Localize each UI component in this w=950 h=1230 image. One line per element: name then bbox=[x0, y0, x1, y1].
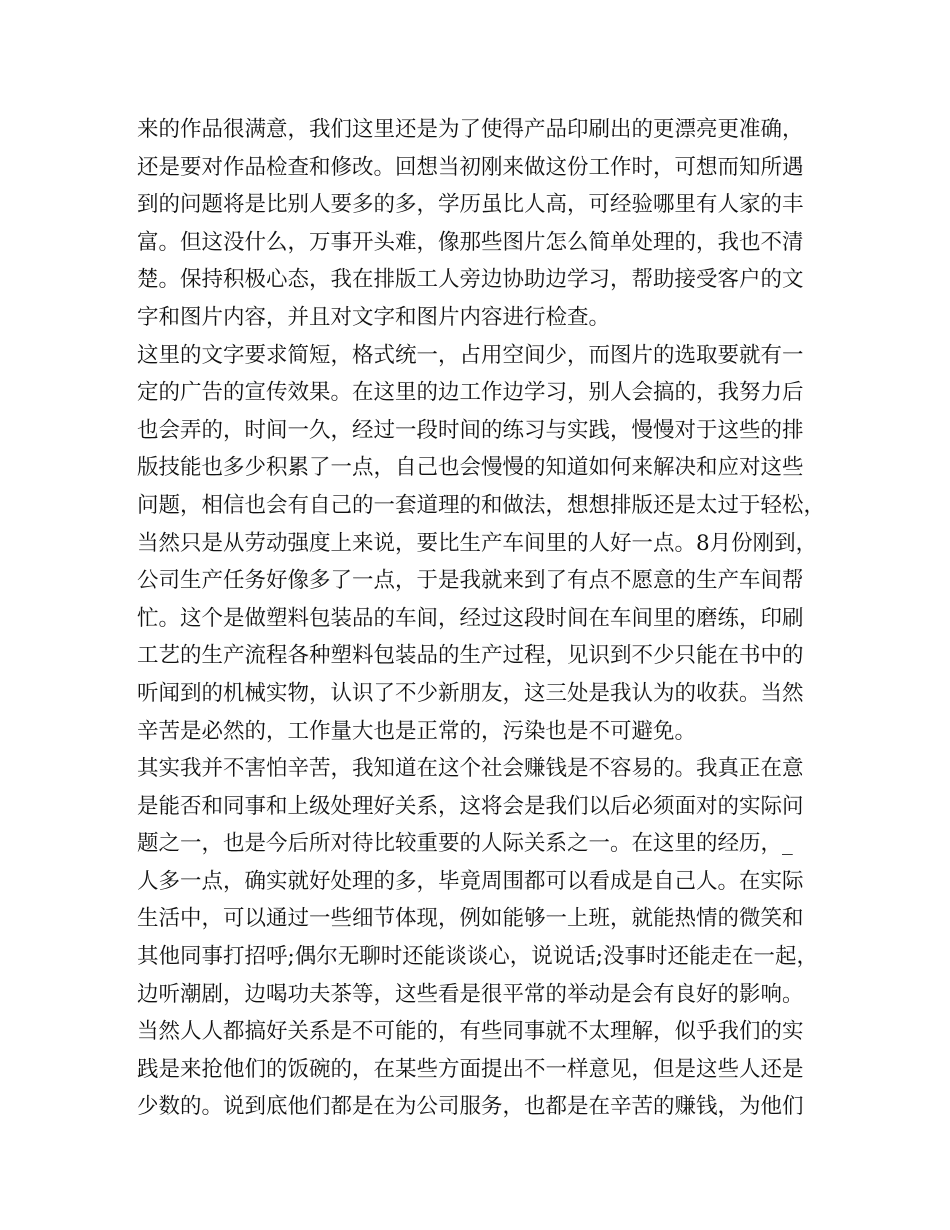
text-line: 字和图片内容，并且对文字和图片内容进行检查。 bbox=[137, 304, 611, 330]
text-line: 版技能也多少积累了一点，自己也会慢慢的知道如何来解决和应对这些 bbox=[137, 455, 804, 481]
text-line: 富。但这没什么，万事开头难，像那些图片怎么简单处理的，我也不清 bbox=[137, 229, 804, 255]
text-line: 当然人人都搞好关系是不可能的，有些同事就不太理解，似乎我们的实 bbox=[137, 1019, 804, 1045]
text-line: 楚。保持积极心态，我在排版工人旁边协助边学习，帮助接受客户的文 bbox=[137, 267, 804, 293]
text-line: 当然只是从劳动强度上来说，要比生产车间里的人好一点。8月份刚到， bbox=[137, 530, 818, 556]
text-line: 边听潮剧，边喝功夫茶等，这些看是很平常的举动是会有良好的影响。 bbox=[137, 981, 804, 1007]
text-line: 还是要对作品检查和修改。回想当初刚来做这份工作时，可想而知所遇 bbox=[137, 154, 804, 180]
text-line: 忙。这个是做塑料包装品的车间，经过这段时间在车间里的磨练，印刷 bbox=[137, 605, 804, 631]
text-line: 是能否和同事和上级处理好关系，这将会是我们以后必须面对的实际问 bbox=[137, 793, 804, 819]
text-line: 问题，相信也会有自己的一套道理的和做法，想想排版还是太过于轻松， bbox=[137, 492, 826, 518]
text-line: 到的问题将是比别人要多的多，学历虽比人高，可经验哪里有人家的丰 bbox=[137, 192, 804, 218]
text-line: 也会弄的，时间一久，经过一段时间的练习与实践，慢慢对于这些的排 bbox=[137, 417, 804, 443]
text-line: 践是来抢他们的饭碗的，在某些方面提出不一样意见，但是这些人还是 bbox=[137, 1056, 804, 1082]
text-line: 工艺的生产流程各种塑料包装品的生产过程，见识到不少只能在书中的 bbox=[137, 643, 804, 669]
text-line: 这里的文字要求简短，格式统一，占用空间少，而图片的选取要就有一 bbox=[137, 342, 804, 368]
body-text bbox=[137, 111, 827, 1126]
text-line: 其他同事打招呼;偶尔无聊时还能谈谈心，说说话;没事时还能走在一起， bbox=[137, 944, 818, 970]
text-line: 听闻到的机械实物，认识了不少新朋友，这三处是我认为的收获。当然 bbox=[137, 680, 804, 706]
text-line: 定的广告的宣传效果。在这里的边工作边学习，别人会搞的，我努力后 bbox=[137, 380, 804, 406]
text-line: 来的作品很满意，我们这里还是为了使得产品印刷出的更漂亮更准确， bbox=[137, 117, 804, 142]
text-line: 人多一点，确实就好处理的多，毕竟周围都可以看成是自己人。在实际 bbox=[137, 868, 804, 894]
text-line: 题之一，也是今后所对待比较重要的人际关系之一。在这里的经历，_ bbox=[137, 831, 793, 857]
text-line: 少数的。说到底他们都是在为公司服务，也都是在辛苦的赚钱，为他们 bbox=[137, 1094, 804, 1120]
text-line: 生活中，可以通过一些细节体现，例如能够一上班，就能热情的微笑和 bbox=[137, 906, 804, 932]
text-line: 辛苦是必然的，工作量大也是正常的，污染也是不可避免。 bbox=[137, 718, 697, 744]
text-line: 公司生产任务好像多了一点，于是我就来到了有点不愿意的生产车间帮 bbox=[137, 568, 804, 594]
text-line: 其实我并不害怕辛苦，我知道在这个社会赚钱是不容易的。我真正在意 bbox=[137, 756, 804, 782]
